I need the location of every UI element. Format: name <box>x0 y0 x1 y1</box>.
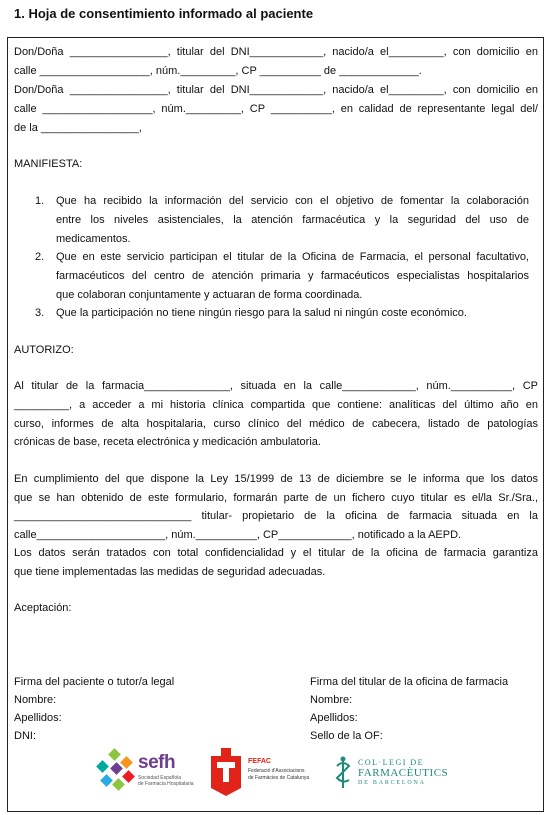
ley-line: que tiene implementadas las medidas de seguridad adecuadas. <box>14 566 326 578</box>
id-line: calle __________________, núm._________, CP __________ de _____________. <box>14 65 422 77</box>
pharmacist-sello-label: Sello de la OF: <box>310 730 383 742</box>
item-number: 1. <box>35 195 45 207</box>
col-line1: COL·LEGI DE <box>358 758 425 767</box>
id-line: de la ________________, <box>14 122 142 134</box>
item-number: 3. <box>35 307 45 319</box>
fefac-logo <box>207 748 329 798</box>
fefac-subtitle: de Farmàcies de Catalunya <box>248 775 310 781</box>
item-number: 2. <box>35 251 45 263</box>
id-line: Don/Doña ________________, titular del DNI____________, nacido/a el_________, con domicilio en <box>14 84 538 96</box>
patient-signature-title: Firma del paciente o tutor/a legal <box>14 676 175 688</box>
item-line: Que en este servicio participan el titular de la Oficina de Farmacia, el personal facultativo, <box>56 251 529 263</box>
patient-apellidos-label: Apellidos: <box>14 712 62 724</box>
sefh-emblem-icon <box>94 748 138 792</box>
fefac-emblem-icon <box>207 748 245 796</box>
autorizo-line: crónicas de base, receta electrónica y medicación ambulatoria. <box>14 436 321 448</box>
autorizo-line: _________, a acceder a mi historia clínica compartida que contiene: analíticas del último año en <box>14 399 538 411</box>
patient-nombre-label: Nombre: <box>14 694 57 706</box>
ley-line: Los datos serán tratados con total confidencialidad y el titular de la oficina de farmacia garantiza <box>14 547 538 559</box>
item-line: Que ha recibido la información del servicio con el objetivo de fomentar la colaboración <box>56 195 529 207</box>
item-line: que colaboran conjuntamente y actuaran de forma coordinada. <box>56 289 363 301</box>
item-line: farmacéuticos del centro de atención primaria y farmacéuticos especialistas hospitalarios <box>56 270 529 282</box>
id-line: Don/Doña ________________, titular del DNI____________, nacido/a el_________, con domicilio en <box>14 46 538 58</box>
item-line: Que la participación no tiene ningún riesgo para la salud ni ningún coste económico. <box>56 307 467 319</box>
item-line: entre los niveles asistenciales, la atención farmacéutica y la seguridad del uso de <box>56 214 529 226</box>
item-line: medicamentos. <box>56 233 131 245</box>
pharmacist-signature-title: Firma del titular de la oficina de farmacia <box>310 676 509 688</box>
sefh-logo <box>94 748 202 794</box>
aceptacion-label: Aceptación: <box>14 602 72 614</box>
sefh-subtitle: Sociedad Española <box>138 775 182 781</box>
pharmacist-apellidos-label: Apellidos: <box>310 712 358 724</box>
caduceus-icon <box>332 756 354 790</box>
ley-line: que se han obtenido de este formulario, formarán parte de un fichero cuyo titular es el/la Sr./Sra., <box>14 492 538 504</box>
autorizo-line: Al titular de la farmacia______________, situada en la calle____________, núm.__________, CP <box>14 380 538 392</box>
sefh-wordmark: sefh <box>138 752 176 773</box>
manifiesta-heading: MANIFIESTA: <box>14 158 83 170</box>
col-farmaceutics-logo <box>332 756 464 796</box>
ley-line: calle_____________________, núm.__________, CP____________, notificado a la AEPD. <box>14 529 462 541</box>
autorizo-heading: AUTORIZO: <box>14 344 74 356</box>
patient-dni-label: DNI: <box>14 730 36 742</box>
document-title: 1. Hoja de consentimiento informado al paciente <box>14 6 314 21</box>
ley-line: En cumplimiento del que dispone la Ley 15/1999 de 13 de diciembre se le informa que los datos <box>14 473 538 485</box>
pharmacist-nombre-label: Nombre: <box>310 694 353 706</box>
fefac-wordmark: FEFAC <box>248 758 271 765</box>
ley-line: _____________________________ titular- propietario de la oficina de farmacia situada en la <box>14 510 538 522</box>
col-line3: DE BARCELONA <box>358 780 426 786</box>
fefac-subtitle: Federació d'Associacions <box>248 768 305 774</box>
col-line2: FARMACÈUTICS <box>358 767 449 779</box>
id-line: calle __________________, núm._________, CP __________, en calidad de representante legal del/ <box>14 103 538 115</box>
consent-form <box>7 37 544 812</box>
autorizo-line: curso, informes de alta hospitalaria, curso clínico del médico de cabecera, listado de patologías <box>14 418 538 430</box>
sefh-subtitle: de Farmacia Hospitalaria <box>138 781 194 787</box>
